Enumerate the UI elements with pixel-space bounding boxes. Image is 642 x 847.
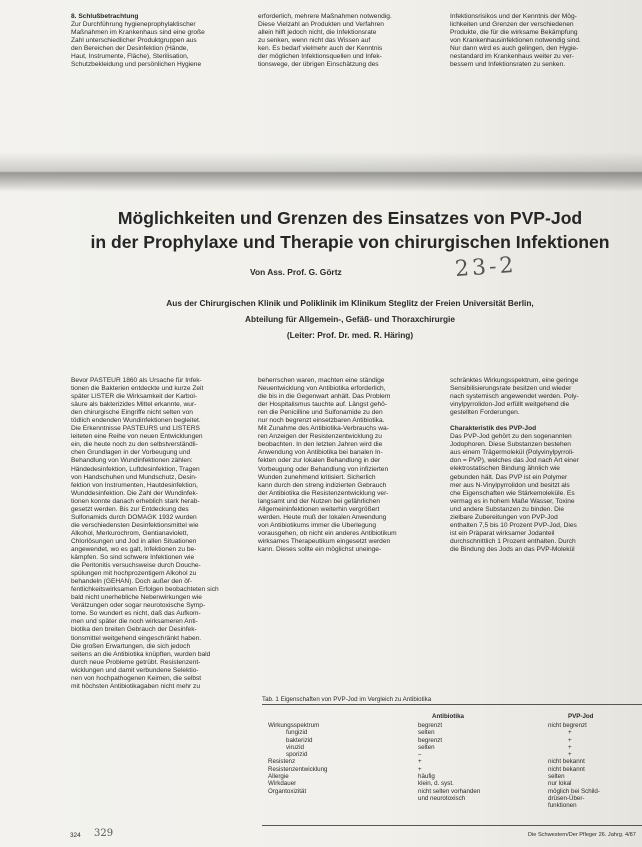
text-line: wirksames Therapeutikum eingesetzt werden [258, 537, 391, 545]
text-line: Chlorlösungen und Jod in allen Situationen [71, 537, 197, 545]
table-cell: Organtoxizität [268, 787, 307, 795]
text-line: vinylpyrrolidon-Jod erfüllt weitgehend die [450, 401, 570, 409]
affiliation-line-3: (Leiter: Prof. Dr. med. R. Häring) [286, 330, 414, 340]
text-line: Verätzungen oder sogar neurotoxische Symp- [71, 602, 206, 610]
text-line: tionsmittel weitgehend eingeschränkt haben. [71, 634, 202, 642]
text-line: säure als bakterizides Mittel erkannte, wur- [71, 401, 197, 409]
text-line: Diese Vielzahl an Produkten und Verfahren [258, 21, 384, 29]
table-cell: + [568, 736, 572, 744]
table-column-pvpjod [548, 722, 600, 810]
text-line: lichkeiten und Grenzen der verschiedenen [450, 21, 574, 29]
text-line: seitens an die Antibiotika knüpften, wurden bald [71, 650, 211, 658]
text-line: der möglichen Infektionsquellen und Infek- [258, 53, 382, 61]
text-line: Zur Durchführung hygieneprophylaktischer [71, 21, 196, 29]
text-line: Sensibilisierungsrate besitzen und wieder [450, 385, 572, 393]
body-column-3 [450, 377, 636, 554]
section-heading-charakteristik: Charakteristik des PVP-Jod [450, 425, 537, 433]
text-line: gestellten Forderungen. [450, 409, 520, 417]
text-line: erforderlich, mehrere Maßnahmen notwendig. [258, 13, 392, 20]
text-line: vorausgehen, ob nicht ein anderes Antibiotikum [258, 529, 397, 537]
table-cell: nicht begrenzt [548, 722, 587, 729]
text-line: Sulfonamids durch DOMAGK 1932 wurden [71, 513, 197, 521]
section-heading-schlussbetrachtung: 8. Schlußbetrachtung [71, 13, 139, 20]
text-line: tionen die Bakterien entdeckte und kurze Zeit [71, 385, 204, 393]
text-line: Haut, Instrumente, Fläche), Sterilisation, [71, 53, 189, 61]
text-line: biotika den breiten Gebrauch der Desinfek- [71, 626, 197, 634]
table-cell: selten [418, 729, 435, 737]
top-column-2 [258, 13, 438, 69]
text-line: Maßnahmen im Krankenhaus sind eine große [71, 29, 205, 37]
table-cell: möglich bei Schild- [548, 787, 600, 795]
text-line: chen Grundlagen in der Vorbeugung und [71, 449, 191, 457]
table-cell: häufig [418, 773, 435, 781]
text-line: von Krankenhausinfektionen notwendig sind. [450, 37, 581, 45]
body-column-2 [258, 377, 438, 554]
page-fold-shadow [0, 152, 642, 192]
text-line: die Peritonitis versuchsweise durch Douche- [71, 562, 201, 570]
table-column-antibiotika [418, 722, 480, 802]
text-line: die bis in die Gegenwart anhält. Das Problem [258, 393, 391, 401]
text-line: vermag es in hohem Maße Wasser, Toxine [450, 497, 575, 505]
table-cell: Wirkungsspektrum [268, 722, 320, 729]
text-line: mit höchsten Antibiotikagaben nicht mehr zu [71, 682, 201, 690]
text-line: tome. So wundert es nicht, daß das Aufkom- [71, 610, 201, 618]
text-line: zu senken, wenn nicht das Wissen auf [258, 37, 371, 45]
text-line: Schutzbekleidung und persönlichen Hygiene [71, 61, 202, 69]
affiliation-line-1: Aus der Chirurgischen Klinik und Poliklinik im Klinikum Steglitz der Freien Universität Berlin, [166, 298, 534, 308]
text-line: zielbare Zubereitungen von PVP-Jod [450, 513, 558, 521]
table-cell: Wirkdauer [268, 780, 297, 788]
text-line: später LISTER die Wirksamkeit der Karbol- [71, 393, 198, 401]
text-line: ein, die heute noch zu den selbstverständli- [71, 441, 198, 449]
text-line: allein hilft jedoch nicht, die Infektionsrate [258, 29, 377, 37]
text-line: enthalten 7,5 bis 10 Prozent PVP-Jod, Dies [450, 521, 577, 529]
spacer [450, 417, 636, 425]
text-line: den chirurgische Eingriffe nicht selten von [71, 409, 193, 417]
table-cell: + [418, 765, 422, 773]
table-cell: sporizid [286, 751, 308, 759]
page-number: 324 [70, 832, 81, 839]
text-line: Alkohol, Merkurochrom, Gentianaviolett, [71, 529, 189, 537]
text-line: beherrschen waren, machten eine ständige [258, 377, 385, 384]
text-line: fekten oder zur lokalen Behandlung in der [258, 457, 381, 465]
text-line: mer aus N-Vinylpyrrolidon und besitzt als [450, 481, 570, 489]
text-line: elektrostatischen Bindung ähnlich wie [450, 465, 560, 473]
table-cell: selten [418, 743, 435, 751]
text-line: und andere Substanzen zu binden. Die [450, 505, 565, 513]
text-line: fektion von Instrumenten, Hautdesinfektion, [71, 481, 198, 489]
text-line: spülungen mit hochprozentigem Alkohol zu [71, 570, 197, 578]
text-line: nur noch begrenzt einsetzbaren Antibiotika. [258, 417, 385, 425]
text-line: kann durch den streng indizierten Gebrauch [258, 481, 387, 489]
text-line: von Antibiotikums immer die Überlegung [258, 521, 377, 529]
table-cell: begrenzt [418, 736, 443, 744]
body-column-1 [71, 377, 249, 691]
table-cell: nicht bekannt [548, 765, 585, 773]
text-line: Anwendung von Antibiotika bei banalen In- [258, 449, 383, 457]
text-line: ren Anzeigen der Resistenzentwicklung zu [258, 433, 382, 441]
table-cell: nur lokal [548, 780, 572, 788]
handwritten-page-number: 329 [94, 828, 114, 839]
text-line: Wunddesinfektion. Die Zahl der Wundinfek- [71, 489, 198, 497]
journal-footer: Die Schwestern/Der Pfleger 26. Jahrg. 4/87 [528, 832, 636, 838]
text-line: Produkte, die für die wirksame Bekämpfung [450, 29, 578, 37]
text-line: der Antibiotika die Resistenzentwicklung ver- [258, 489, 389, 497]
table-cell: + [418, 758, 422, 766]
text-line: Die Erkenntnisse PASTEURS und LISTERS [71, 425, 200, 433]
table-cell: drüsen-Über- [548, 794, 585, 802]
text-line: nach systemisch angewendet werden. Poly- [450, 393, 579, 401]
text-line: nen von hochpathogenen Keimen, die selbst [71, 674, 202, 682]
text-line: aus einem Trägermolekül (Polyvinylpyrroli- [450, 449, 575, 457]
table-cell: begrenzt [418, 722, 443, 729]
table-cell: nicht selten vorhanden [418, 787, 481, 795]
text-line: tionswege, der übrigen Einschätzung des [258, 61, 379, 69]
top-column-1 [71, 13, 249, 69]
text-line: Händedesinfektion, Luftdesinfektion, Tragen [71, 465, 200, 473]
text-line: wicklungen und damit verbundene Selektio- [71, 666, 199, 674]
table-cell: klein, d. syst. [418, 780, 454, 788]
text-line: Mit Zunahme des Antibiotika-Verbrauchs wa- [258, 425, 389, 433]
text-line: tionen konnte danach erheblich stark herab- [71, 497, 200, 505]
affiliation-line-2: Abteilung für Allgemein-, Gefäß- und Thoraxchirurgie [245, 314, 455, 324]
text-line: Bevor PASTEUR 1860 als Ursache für Infek- [71, 377, 202, 384]
text-line: kämpfen. So sind schwere Infektionen wie [71, 554, 195, 562]
text-line: fentlichkeitswirksamen Erfolgen beobachteten sich [71, 586, 219, 594]
table-cell: viruzid [286, 743, 304, 751]
table-cell: nicht bekannt [548, 758, 585, 766]
table-cell: Resistenz [268, 758, 296, 766]
table-cell: selten [548, 773, 565, 781]
text-line: beobachten. In den letzten Jahren wird die [258, 441, 383, 449]
text-line: gebunden hält. Das PVP ist ein Polymer [450, 473, 568, 481]
text-line: Allgemeininfektionen weiterhin vergrößert [258, 505, 380, 513]
table-cell: Allergie [268, 773, 289, 781]
text-line: von Handschuhen und Mundschutz, Desin- [71, 473, 198, 481]
text-line: durch neue Probleme getrübt. Resistenzent- [71, 658, 201, 666]
text-line: die verschiedensten Desinfektionsmittel wie [71, 521, 199, 529]
text-line: Neuentwicklung von Antibiotika erforderlich, [258, 385, 386, 393]
text-line: men und später die noch wirksameren Anti- [71, 618, 198, 626]
table-cell: + [568, 751, 572, 759]
table-cell: funktionen [548, 802, 577, 810]
table-cell: + [568, 729, 572, 737]
text-line: Das PVP-Jod gehört zu den sogenannten [450, 433, 572, 441]
text-line: schränktes Wirkungsspektrum, eine geringe [450, 377, 579, 384]
text-line: langsamt und der Nutzen bei gefährlichen [258, 497, 381, 505]
text-line: don = PVP), welches das Jod nach Art einer [450, 457, 579, 465]
text-line: den Bereichen der Desinfektion (Hände, [71, 45, 189, 53]
author-line: Von Ass. Prof. G. Görtz [250, 267, 342, 277]
text-line: ist ein Präparat wirksamer Jodanteil [450, 529, 555, 537]
text-line: Zahl unterschiedlicher Produktgruppen aus [71, 37, 197, 45]
text-line: bessern und Infektionsraten zu senken. [450, 61, 566, 69]
table-header-antibiotika: Antibiotika [432, 713, 464, 720]
text-line: die Bindung des Jods an das PVP-Molekül [450, 545, 575, 553]
text-line: Nur dann wird es auch gelingen, den Hygie- [450, 45, 579, 53]
text-line: che Eigenschaften wie Stärkemoleküle. Es [450, 489, 575, 497]
table-cell: bakterizid [286, 736, 313, 744]
table-cell: und neurotoxisch [418, 794, 466, 802]
text-line: Behandlung von Wundinfektionen zählen: [71, 457, 193, 465]
text-line: Die großen Erwartungen, die sich jedoch [71, 642, 191, 650]
handwritten-number: 23-2 [454, 252, 518, 283]
text-line: leiteten eine Reihe von neuen Entwicklungen [71, 433, 203, 441]
article-title-line-2: in der Prophylaxe und Therapie von chirurgischen Infektionen [90, 232, 610, 252]
text-line: Infektionsrisikos und der Kenntnis der Mög- [450, 13, 577, 20]
text-line: Jodophoren. Diese Substanzen bestehen [450, 441, 571, 449]
table-header-pvpjod: PVP-Jod [568, 713, 594, 720]
text-line: ken. Es bedarf vielmehr auch der Kenntnis [258, 45, 383, 53]
top-column-3 [450, 13, 636, 69]
table-caption: Tab. 1 Eigenschaften von PVP-Jod im Vergleich zu Antibiotika [262, 696, 432, 703]
text-line: werden. Heute muß der lokalen Anwendung [258, 513, 387, 521]
text-line: der Hospitalismus tauchte auf. Längst gehö- [258, 401, 388, 409]
text-line: gesetzt werden. Bis zur Entdeckung des [71, 505, 189, 513]
text-line: behandeln (GEHAN). Doch außer den öf- [71, 578, 192, 586]
table-cell: Resistenzentwicklung [268, 765, 328, 773]
text-line: kann. Dieses sollte ein möglichst uneinge- [258, 545, 382, 553]
table-cell: – [418, 751, 422, 759]
article-title-line-1: Möglichkeiten und Grenzen des Einsatzes von PVP-Jod [117, 208, 583, 228]
text-line: nestandard im Krankenhaus weiter zu ver- [450, 53, 574, 61]
text-line: bald nicht unerhebliche Nebenwirkungen wie [71, 594, 202, 602]
text-line: tödlich endenden Wundinfektionen begleitet. [71, 417, 201, 425]
text-line: angewendet, wo es galt, Infektionen zu be- [71, 545, 197, 553]
text-line: durchschnittlich 1 Prozent enthalten. Durch [450, 537, 576, 545]
table-cell: + [568, 743, 572, 751]
text-line: ren die Penicilline und Sulfonamide zu den [258, 409, 383, 417]
text-line: Wunden zunehmend kritisiert. Sicherlich [258, 473, 376, 481]
table-cell: fungizid [286, 729, 308, 737]
table-column-property [268, 722, 328, 795]
text-line: Vorbeugung oder Behandlung von infizierten [258, 465, 389, 473]
